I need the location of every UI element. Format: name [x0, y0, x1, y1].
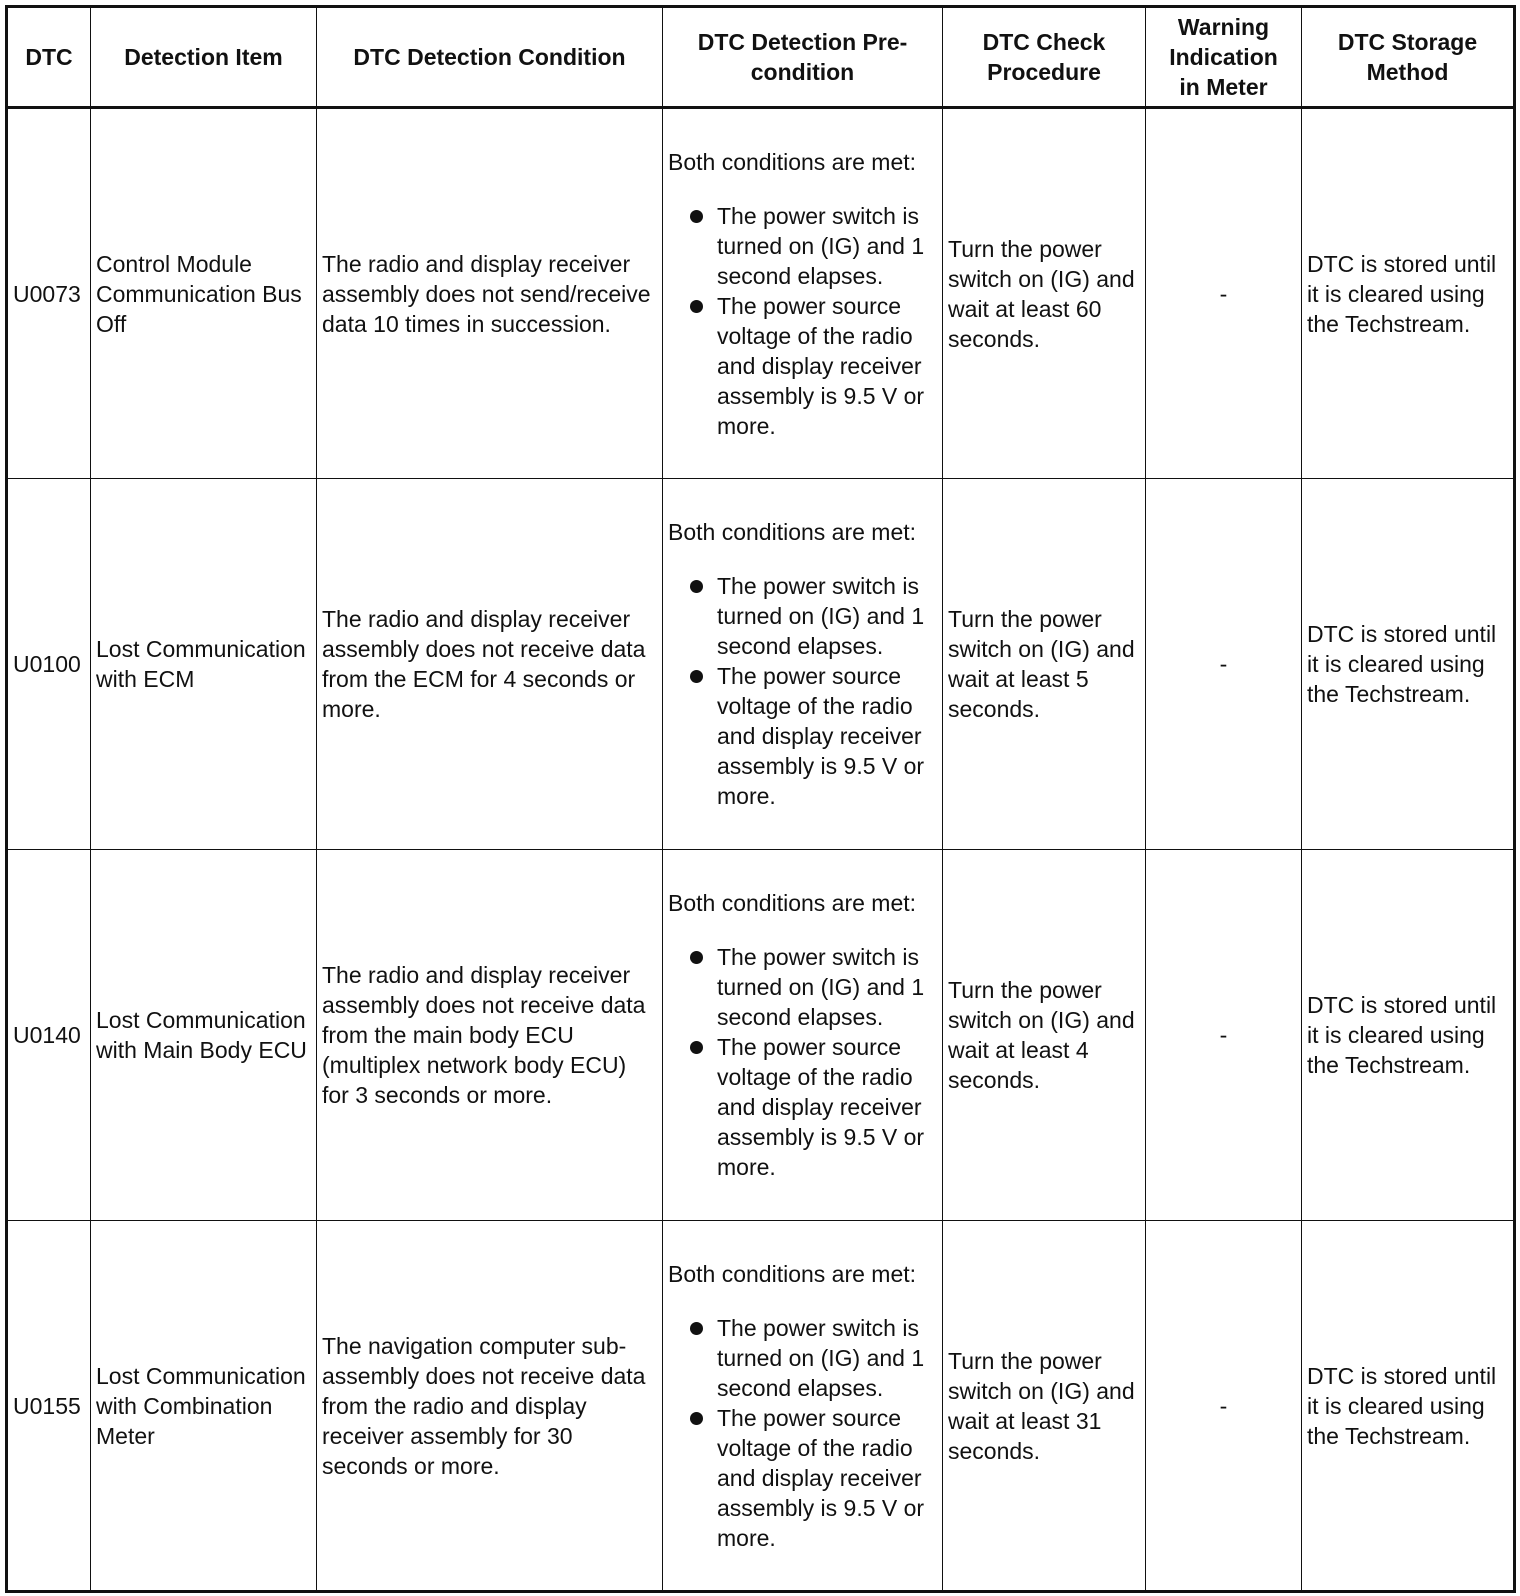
dtc-code: U0140 [7, 850, 91, 1221]
table-row [7, 1221, 1515, 1592]
detection-precondition [663, 1221, 943, 1592]
detection-precondition [663, 850, 943, 1221]
warning-indication: - [1146, 479, 1302, 850]
table-row [7, 108, 1515, 479]
detection-precondition [663, 108, 943, 479]
header-row [7, 7, 1515, 108]
precondition-text: The power switch is turned on (IG) and 1 second elapses. [717, 1314, 925, 1401]
precondition-text: The power source voltage of the radio and display receiver assembly is 9.5 V or more. [717, 1034, 925, 1180]
detection-item: Lost Communication with Main Body ECU [91, 850, 317, 1221]
precondition-list [668, 942, 937, 1182]
warning-indication: - [1146, 1221, 1302, 1592]
header-dtc: DTC [7, 7, 91, 108]
detection-item: Lost Communication with ECM [91, 479, 317, 850]
bullet-dot-icon [690, 670, 703, 683]
header-precondition: DTC Detection Pre-condition [663, 7, 943, 108]
precondition-intro: Both conditions are met: [668, 519, 917, 545]
check-procedure: Turn the power switch on (IG) and wait at least 60 seconds. [943, 108, 1146, 479]
dtc-code: U0155 [7, 1221, 91, 1592]
precondition-list [668, 571, 937, 811]
precondition-text: The power switch is turned on (IG) and 1 second elapses. [717, 944, 925, 1030]
header-check-procedure: DTC Check Procedure [943, 7, 1146, 108]
storage-method: DTC is stored until it is cleared using the Techstream. [1302, 479, 1515, 850]
detection-condition: The radio and display receiver assembly does not receive data from the main body ECU (multiplex network body ECU) for 3 seconds or more. [317, 850, 663, 1221]
precondition-text: The power source voltage of the radio and display receiver assembly is 9.5 V or more. [717, 292, 925, 439]
bullet-dot-icon [690, 1322, 703, 1335]
storage-method: DTC is stored until it is cleared using the Techstream. [1302, 1221, 1515, 1592]
check-procedure: Turn the power switch on (IG) and wait at least 4 seconds. [943, 850, 1146, 1221]
bullet-dot-icon [690, 1041, 703, 1054]
precondition-intro: Both conditions are met: [668, 148, 917, 175]
dtc-code: U0100 [7, 479, 91, 850]
detection-item: Lost Communication with Combination Meter [91, 1221, 317, 1592]
header-detection-condition: DTC Detection Condition [317, 7, 663, 108]
table-row [7, 479, 1515, 850]
bullet-dot-icon [690, 951, 703, 964]
header-detection-item: Detection Item [91, 7, 317, 108]
precondition-text: The power switch is turned on (IG) and 1 second elapses. [717, 573, 925, 659]
storage-method: DTC is stored until it is cleared using the Techstream. [1302, 850, 1515, 1221]
precondition-list [668, 1313, 937, 1553]
precondition-item [668, 1032, 937, 1182]
precondition-item [668, 1313, 937, 1403]
precondition-text: The power source voltage of the radio and display receiver assembly is 9.5 V or more. [717, 663, 925, 809]
detection-precondition [663, 479, 943, 850]
check-procedure: Turn the power switch on (IG) and wait at least 5 seconds. [943, 479, 1146, 850]
precondition-item [668, 942, 937, 1032]
bullet-dot-icon [690, 300, 703, 313]
precondition-item [668, 571, 937, 661]
check-procedure: Turn the power switch on (IG) and wait at least 31 seconds. [943, 1221, 1146, 1592]
precondition-item [668, 291, 937, 441]
warning-indication: - [1146, 108, 1302, 479]
detection-item: Control Module Communication Bus Off [91, 108, 317, 479]
storage-method: DTC is stored until it is cleared using the Techstream. [1302, 108, 1515, 479]
precondition-item [668, 661, 937, 811]
warning-indication: - [1146, 850, 1302, 1221]
precondition-list [668, 201, 937, 441]
precondition-item [668, 201, 937, 291]
precondition-intro: Both conditions are met: [668, 1260, 917, 1287]
detection-condition: The navigation computer sub-assembly does not receive data from the radio and display receiver assembly for 30 seconds or more. [317, 1221, 663, 1592]
dtc-code: U0073 [7, 108, 91, 479]
dtc-table [5, 5, 1516, 1593]
precondition-item [668, 1403, 937, 1553]
bullet-dot-icon [690, 580, 703, 593]
precondition-text: The power source voltage of the radio and display receiver assembly is 9.5 V or more. [717, 1404, 925, 1551]
table-row [7, 850, 1515, 1221]
detection-condition: The radio and display receiver assembly does not receive data from the ECM for 4 seconds or more. [317, 479, 663, 850]
header-storage-method: DTC Storage Method [1302, 7, 1515, 108]
precondition-text: The power switch is turned on (IG) and 1 second elapses. [717, 202, 925, 289]
header-warning-indication: Warning Indication in Meter [1146, 7, 1302, 108]
detection-condition: The radio and display receiver assembly does not send/receive data 10 times in succession. [317, 108, 663, 479]
bullet-dot-icon [690, 210, 703, 223]
bullet-dot-icon [690, 1412, 703, 1425]
precondition-intro: Both conditions are met: [668, 890, 917, 916]
